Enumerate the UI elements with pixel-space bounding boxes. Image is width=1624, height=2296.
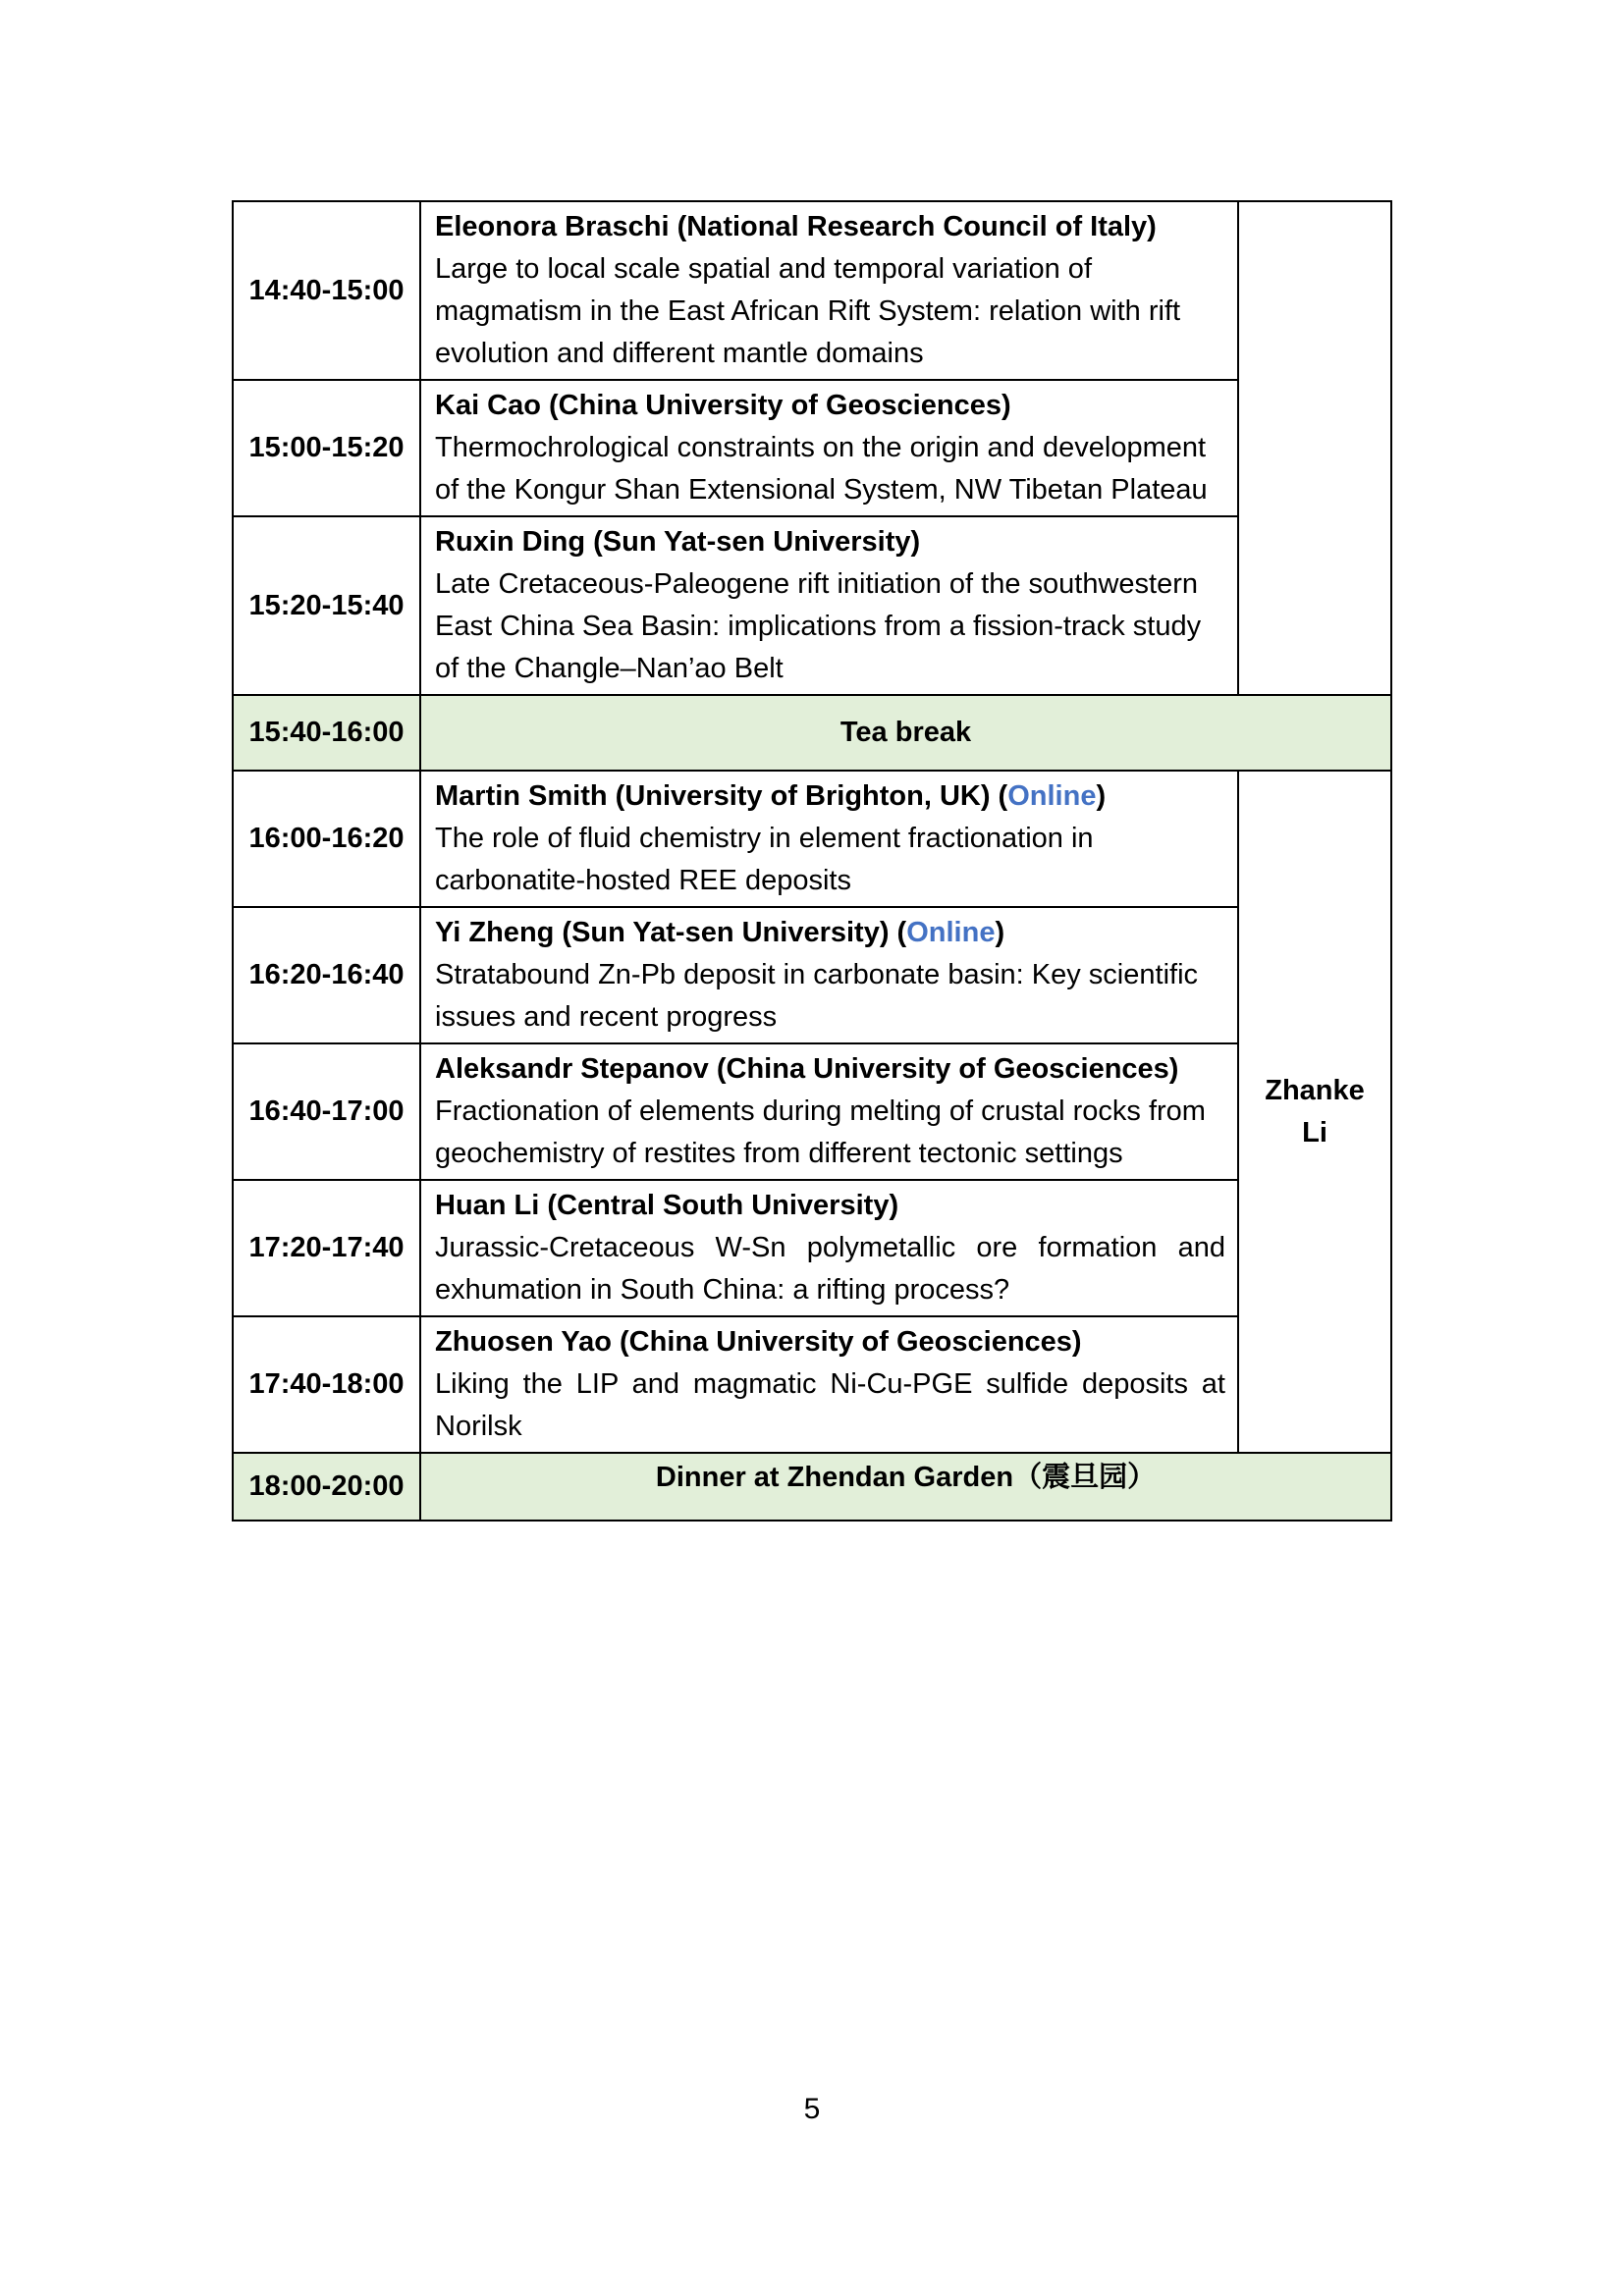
talk-row [233,1316,1391,1453]
time-cell: 15:00-15:20 [233,380,420,516]
speaker-name: Aleksandr Stepanov (China University of Geosciences) [435,1053,1179,1085]
talk-title: Large to local scale spatial and temporal variation of magmatism in the East African Rift System: relation with rift evolution and different mantle domains [435,253,1181,369]
talk-title: The role of fluid chemistry in element fractionation in carbonatite-hosted REE deposits [435,823,1094,896]
speaker-name: Eleonora Braschi (National Research Council of Italy) [435,211,1157,242]
talk-cell [420,1043,1238,1180]
speaker-name: Huan Li (Central South University) [435,1190,899,1221]
speaker-name: Kai Cao (China University of Geosciences) [435,390,1011,421]
page-number: 5 [803,2093,821,2125]
online-label: Online [906,917,996,948]
talk-cell [420,771,1238,907]
speaker-name: Yi Zheng (Sun Yat-sen University) (Online) [435,917,1005,948]
talk-cell [420,201,1238,380]
talk-cell [420,1180,1238,1316]
online-paren-open: ( [990,780,1008,812]
chair-name: Zhanke Li [1265,1074,1365,1148]
speaker-name: Martin Smith (University of Brighton, UK) (Online) [435,780,1107,812]
talk-title: Stratabound Zn-Pb deposit in carbonate basin: Key scientific issues and recent progress [435,959,1199,1033]
speaker-name: Ruxin Ding (Sun Yat-sen University) [435,526,921,558]
talk-row [233,380,1391,516]
talk-cell [420,380,1238,516]
time-cell: 18:00-20:00 [233,1453,420,1521]
dinner-row [233,1453,1391,1521]
talk-row [233,907,1391,1043]
talk-row [233,1180,1391,1316]
talk-row [233,771,1391,907]
session-chair-cell-empty [1238,201,1391,695]
online-label: Online [1007,780,1097,812]
time-cell: 15:40-16:00 [233,695,420,771]
time-cell: 17:20-17:40 [233,1180,420,1316]
tea-break-row [233,695,1391,771]
talk-title: Liking the LIP and magmatic Ni-Cu-PGE sulfide deposits at Norilsk [435,1368,1225,1442]
talk-row [233,1043,1391,1180]
time-cell: 14:40-15:00 [233,201,420,380]
tea-break-label: Tea break [420,695,1391,771]
online-paren-close: ) [1096,780,1107,812]
time-cell: 15:20-15:40 [233,516,420,695]
talk-row [233,516,1391,695]
online-paren-close: ) [995,917,1005,948]
time-cell: 16:20-16:40 [233,907,420,1043]
talk-title: Jurassic-Cretaceous W-Sn polymetallic ore formation and exhumation in South China: a rifting process? [435,1232,1225,1306]
talk-title: Fractionation of elements during melting of crustal rocks from geochemistry of restites from different tectonic settings [435,1095,1206,1169]
talk-cell [420,907,1238,1043]
dinner-label: Dinner at Zhendan Garden（震旦园） [420,1453,1391,1521]
time-cell: 17:40-18:00 [233,1316,420,1453]
talk-row [233,201,1391,380]
talk-cell [420,1316,1238,1453]
talk-title: Thermochrological constraints on the origin and development of the Kongur Shan Extensional System, NW Tibetan Plateau [435,432,1208,506]
conference-schedule-table [232,200,1392,1522]
online-paren-open: ( [889,917,907,948]
session-chair-cell [1238,771,1391,1453]
time-cell: 16:00-16:20 [233,771,420,907]
speaker-name: Zhuosen Yao (China University of Geosciences) [435,1326,1082,1358]
time-cell: 16:40-17:00 [233,1043,420,1180]
talk-cell [420,516,1238,695]
talk-title: Late Cretaceous-Paleogene rift initiation of the southwestern East China Sea Basin: implications from a fission-track study of the Changle–Nan’ao Belt [435,568,1202,684]
